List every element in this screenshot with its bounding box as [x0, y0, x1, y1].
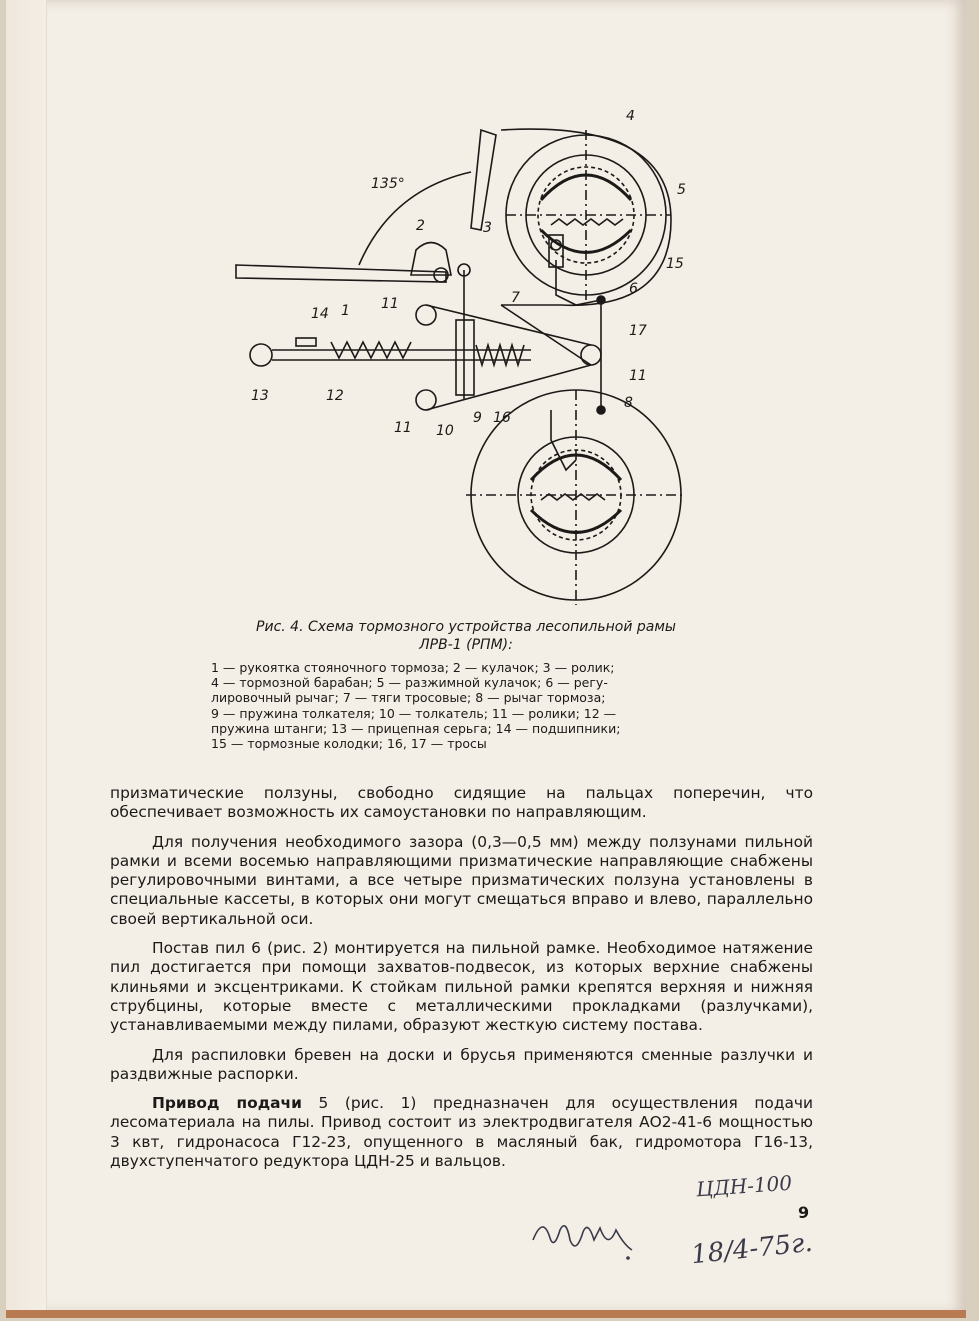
- roller-11-top: [416, 305, 436, 325]
- body-text: [110, 784, 813, 1181]
- svg-text:12: 12: [326, 388, 344, 404]
- parking-brake-handle-1: [236, 265, 446, 282]
- paragraph-2: Для получения необходимого зазора (0,3—0,5 мм) между ползунами пильной рамки и всеми восемью направляющими призматические направляющие снабжены регулировочными винтами, а все четыре призматических ползуна установлены в специальные кассеты, в которых они могут смещаться вправо и влево, параллельно своей вертикальной оси.: [110, 832, 813, 928]
- paragraph-5-text: 5 (рис. 1) предназначен для осуществления подачи лесоматериала на пилы. Привод состоит из электродвигателя АО2-41-6 мощностью 3 квт, гидронасоса Г12-23, опущенного в масляный бак, гидромотора Г16-13, двухступенчатого редуктора ЦДН-25 и вальцов.: [110, 1094, 814, 1171]
- paragraph-5: [110, 1094, 813, 1171]
- legend-line: 4 — тормозной барабан; 5 — разжимной кулачок; 6 — регу-: [211, 675, 608, 691]
- caption-line-2: ЛРВ-1 (РПМ):: [419, 637, 513, 653]
- svg-text:1: 1: [341, 303, 350, 319]
- page-number: 9: [798, 1203, 810, 1222]
- svg-text:11: 11: [394, 420, 412, 436]
- roller-11-bottom: [416, 390, 436, 410]
- svg-text:5: 5: [677, 182, 686, 198]
- figure-caption: [186, 618, 746, 654]
- paragraph-3: Постав пил 6 (рис. 2) монтируется на пильной рамке. Необходимое натяжение пил достигается при помощи захватов-подвесок, из которых верхние снабжены клиньями и эксцентриками. К стойкам пильной рамки крепятся верхняя и нижняя струбцины, которые вместе с металлическими прокладками (разлучками), устанавливаемыми между пилами, образуют жесткую систему постава.: [110, 939, 813, 1035]
- page-bottom-edge: [6, 1310, 966, 1318]
- figure-legend: [211, 660, 716, 751]
- pusher-10: [456, 320, 474, 395]
- cable-17: [426, 305, 591, 345]
- legend-line: 9 — пружина толкателя; 10 — толкатель; 11 — ролики; 12 —: [211, 705, 617, 721]
- paragraph-1: призматические ползуны, свободно сидящие на пальцах поперечин, что обеспечивает возможность их самоустановки по направляющим.: [110, 784, 813, 822]
- document-page: [6, 0, 966, 1313]
- paragraph-4: Для распиловки бревен на доски и брусья применяются сменные разлучки и раздвижные распорки.: [110, 1045, 813, 1083]
- svg-text:2: 2: [416, 218, 425, 234]
- svg-text:11: 11: [629, 368, 647, 384]
- svg-text:14: 14: [311, 306, 329, 322]
- legend-line: 15 — тормозные колодки; 16, 17 — тросы: [211, 736, 487, 752]
- svg-text:9: 9: [473, 410, 482, 426]
- paragraph-5-lead: Привод подачи: [152, 1094, 302, 1113]
- legend-line: пружина штанги; 13 — прицепная серьга; 14 — подшипники;: [211, 720, 621, 736]
- svg-text:6: 6: [629, 281, 638, 297]
- pusher-spring-9: [476, 345, 524, 365]
- legend-line: 1 — рукоятка стояночного тормоза; 2 — кулачок; 3 — ролик;: [211, 660, 615, 675]
- hitch-13: [250, 344, 272, 366]
- svg-text:11: 11: [381, 296, 399, 312]
- handwritten-note: ЦДН-100: [695, 1170, 793, 1202]
- bearing-14: [296, 338, 316, 346]
- svg-text:16: 16: [493, 410, 511, 426]
- handwritten-signature: [528, 1210, 638, 1265]
- svg-text:4: 4: [626, 110, 635, 124]
- caption-line-1: Рис. 4. Схема тормозного устройства лесопильной рамы: [256, 619, 676, 635]
- svg-text:15: 15: [666, 256, 684, 272]
- page-binding-edge: [6, 0, 47, 1313]
- handle-top: [471, 130, 496, 230]
- svg-text:13: 13: [251, 388, 269, 404]
- svg-text:8: 8: [624, 395, 633, 411]
- svg-text:17: 17: [629, 323, 647, 339]
- svg-text:7: 7: [511, 290, 520, 306]
- legend-line: лировочный рычаг; 7 — тяги тросовые; 8 — рычаг тормоза;: [211, 690, 606, 706]
- svg-text:3: 3: [483, 220, 492, 236]
- angle-label: 135°: [371, 176, 405, 192]
- brake-scheme-diagram: [231, 110, 691, 615]
- brake-scheme-figure: [231, 110, 691, 615]
- cable-16: [426, 365, 591, 410]
- roller-11-right: [581, 345, 601, 365]
- handwritten-date: 18/4-75г.: [689, 1227, 814, 1271]
- svg-text:10: 10: [436, 423, 454, 439]
